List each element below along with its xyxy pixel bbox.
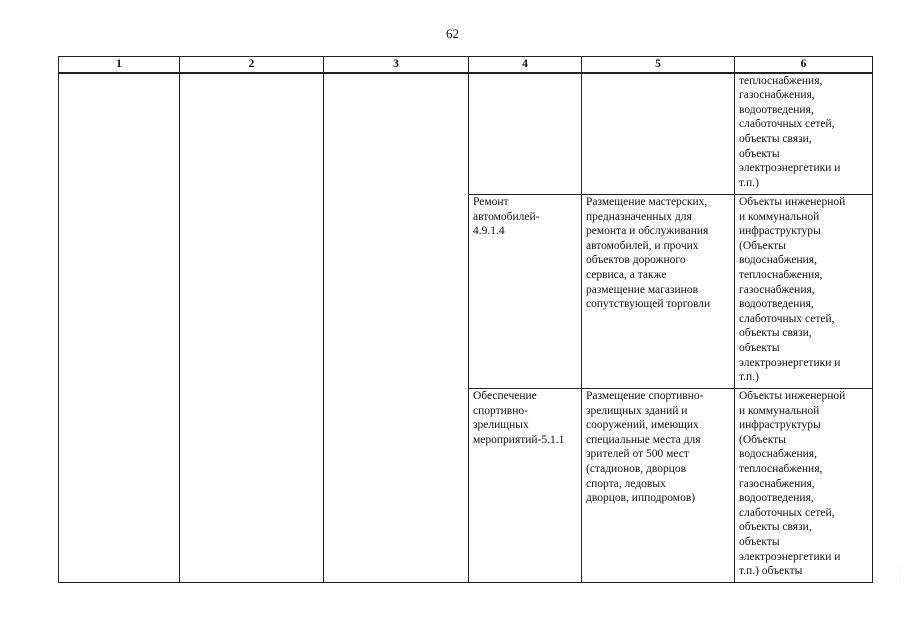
cell-text-line: водоотведения, [739,298,814,311]
cell-text-line: Объекты инженерной [739,390,846,403]
cell-text-line: дворцов, ипподромов) [586,492,696,505]
scan-artifact-mark: · · · · [899,565,901,586]
cell-text-line: водоснабжения, [739,448,817,461]
cell-text-line: объекты связи, [739,521,812,534]
cell-text-line: т.п.) [739,176,759,189]
cell-text-line: объекты связи, [739,132,812,145]
cell-text-line: автомобилей- [473,210,540,223]
cell-text-line: зрелищных зданий и [586,404,688,417]
column-header-5: 5 [582,57,735,73]
cell-text-line: сооружений, имеющих [586,419,699,432]
cell-text-line: сопутствующей торговли [586,298,711,311]
cell-text-line: спортивно- [473,404,528,417]
cell-text-line: Размещение спортивно- [586,390,704,403]
cell-text-line: размещение магазинов [586,283,699,296]
cell-col2 [180,73,324,583]
cell-text-line: предназначенных для [586,210,692,223]
cell-col5 [582,195,735,389]
table-row [59,73,873,195]
cell-text-line: объектов дорожного [586,254,686,267]
cell-text-line: (Объекты [739,433,786,446]
cell-text-line: Обеспечение [473,390,537,403]
cell-text-line: слаботочных сетей, [739,506,835,519]
cell-text-line: инфраструктуры [739,225,821,238]
cell-col4 [469,389,582,583]
cell-col6 [735,389,873,583]
cell-text-line: теплоснабжения, [739,269,823,282]
cell-text-line: электроэнергетики и [739,550,841,563]
cell-text-line: электроэнергетики и [739,162,841,175]
data-table [58,56,873,583]
cell-text-line: т.п.) [739,371,759,384]
cell-col6 [735,195,873,389]
cell-text-line: (стадионов, дворцов [586,463,687,476]
cell-col3 [324,73,469,583]
cell-text-line: инфраструктуры [739,419,821,432]
cell-text-line: (Объекты [739,239,786,252]
cell-col5 [582,389,735,583]
cell-text-line: теплоснабжения, [739,463,823,476]
cell-text-line: слаботочных сетей, [739,312,835,325]
cell-col6 [735,73,873,195]
cell-text-line: водоснабжения, [739,254,817,267]
column-header-3: 3 [324,57,469,73]
cell-text-line: ремонта и обслуживания [586,225,709,238]
cell-col4 [469,195,582,389]
cell-text-line: газоснабжения, [739,283,815,296]
table-header-row [59,57,873,73]
column-header-4: 4 [469,57,582,73]
cell-text-line: специальные места для [586,433,701,446]
column-header-1: 1 [59,57,180,73]
cell-text-line: теплоснабжения, [739,74,823,87]
cell-col5 [582,73,735,195]
cell-text-line: т.п.) объекты [739,565,803,578]
cell-text-line: объекты связи, [739,327,812,340]
cell-text-line: мероприятий-5.1.1 [473,433,565,446]
cell-text-line: Объекты инженерной [739,196,846,209]
cell-text-line: Размещение мастерских, [586,196,708,209]
cell-text-line: объекты [739,536,780,549]
cell-text-line: спорта, ледовых [586,477,666,490]
column-header-2: 2 [180,57,324,73]
cell-text-line: газоснабжения, [739,477,815,490]
page-number: 62 [446,26,459,41]
cell-text-line: водоотведения, [739,103,814,116]
cell-text-line: зрителей от 500 мест [586,448,689,461]
cell-text-line: и коммунальной [739,404,820,417]
cell-text-line: электроэнергетики и [739,356,841,369]
cell-text-line: объекты [739,342,780,355]
cell-text-line: газоснабжения, [739,89,815,102]
cell-col4 [469,73,582,195]
cell-text-line: объекты [739,147,780,160]
cell-text-line: слаботочных сетей, [739,118,835,131]
cell-text-line: водоотведения, [739,492,814,505]
cell-text-line: зрелищных [473,419,529,432]
cell-col1 [59,73,180,583]
cell-text-line: Ремонт [473,196,509,209]
cell-text-line: автомобилей, и прочих [586,239,699,252]
cell-text-line: 4.9.1.4 [473,225,505,238]
cell-text-line: и коммунальной [739,210,820,223]
cell-text-line: сервиса, а также [586,269,667,282]
column-header-6: 6 [735,57,873,73]
